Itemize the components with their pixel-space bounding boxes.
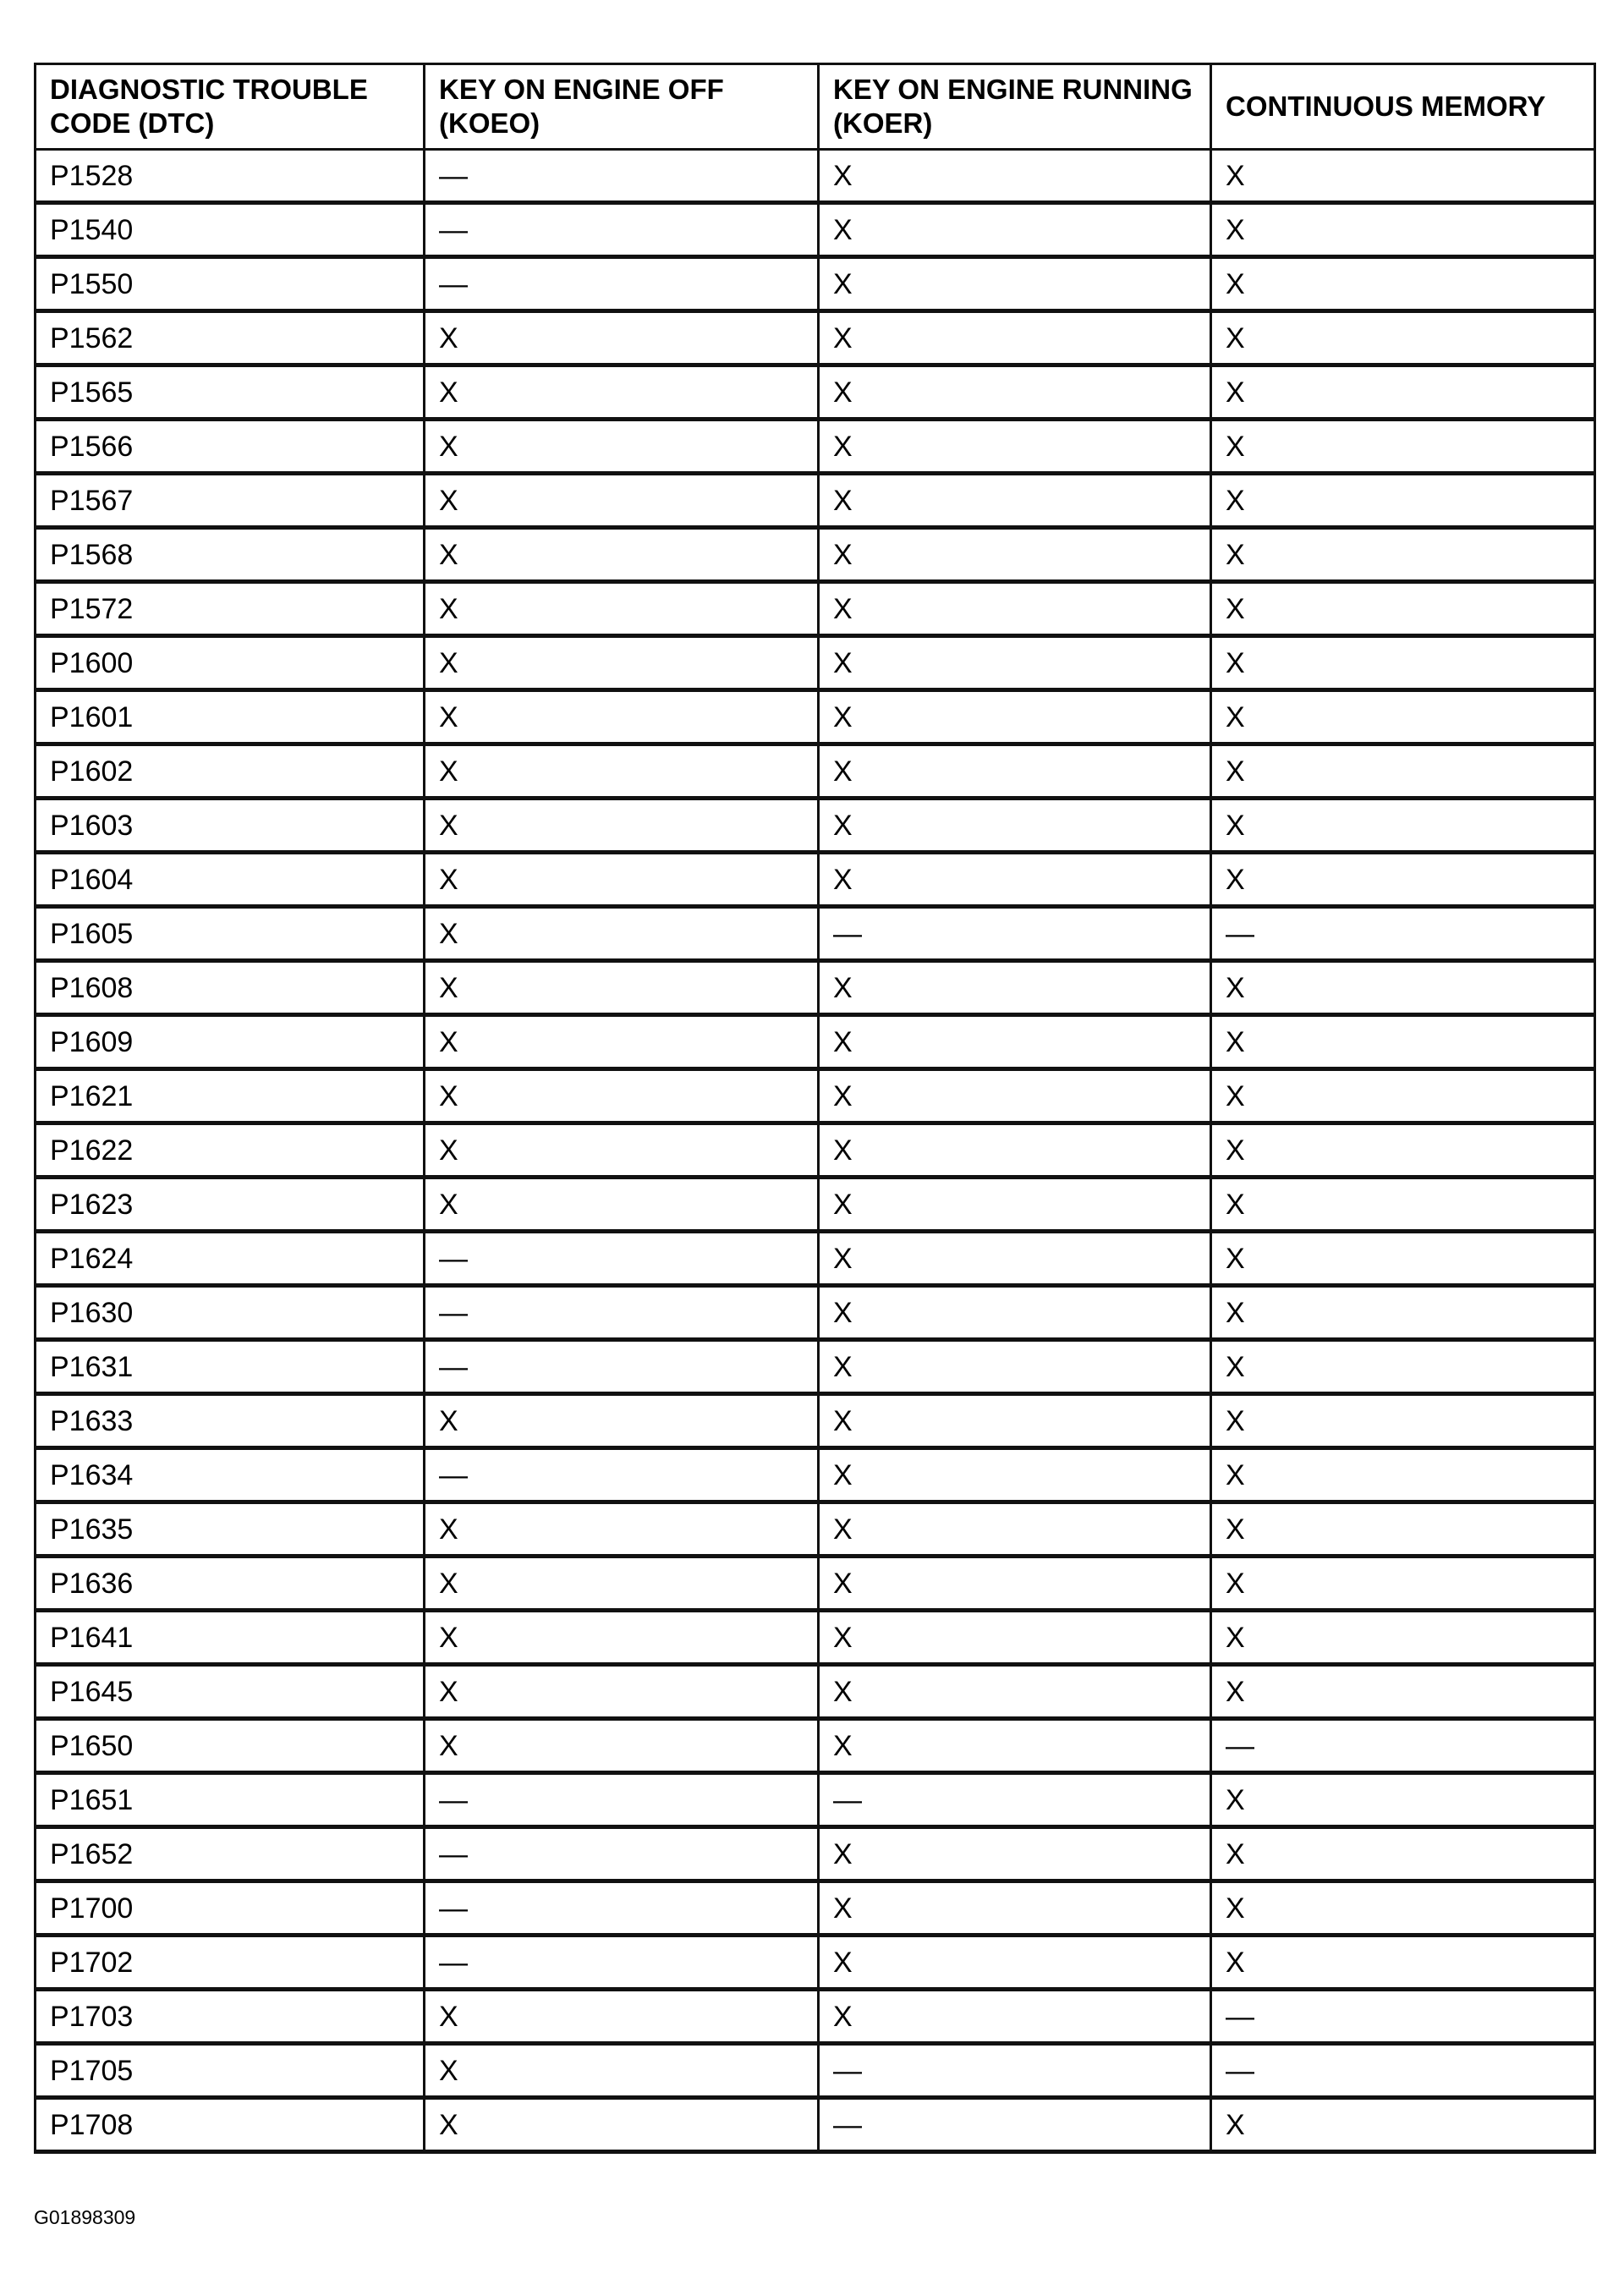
continuous-memory-cell: X [1211, 2098, 1595, 2152]
dtc-cell: P1567 [36, 474, 425, 528]
dtc-cell: P1540 [36, 203, 425, 257]
dtc-cell: P1702 [36, 1936, 425, 1990]
table-row [36, 582, 1595, 636]
header-continuous-memory: CONTINUOUS MEMORY [1211, 64, 1595, 150]
koer-cell: X [819, 853, 1211, 907]
dtc-cell: P1633 [36, 1394, 425, 1448]
table-row [36, 1881, 1595, 1936]
dtc-cell: P1635 [36, 1502, 425, 1557]
continuous-memory-cell: X [1211, 961, 1595, 1015]
dtc-cell: P1562 [36, 311, 425, 365]
table-row [36, 1557, 1595, 1611]
koer-cell: — [819, 907, 1211, 961]
continuous-memory-cell: X [1211, 1286, 1595, 1340]
table-row [36, 1611, 1595, 1665]
koeo-cell: X [425, 799, 819, 853]
table-row [36, 1665, 1595, 1719]
koer-cell: X [819, 365, 1211, 420]
figure-id: G01898309 [34, 2206, 136, 2228]
continuous-memory-cell: X [1211, 1015, 1595, 1069]
koeo-cell: X [425, 582, 819, 636]
table-row [36, 1719, 1595, 1773]
koer-cell: X [819, 744, 1211, 799]
koer-cell: X [819, 582, 1211, 636]
dtc-cell: P1650 [36, 1719, 425, 1773]
dtc-cell: P1708 [36, 2098, 425, 2152]
table-row [36, 636, 1595, 690]
dtc-cell: P1705 [36, 2044, 425, 2098]
koeo-cell: X [425, 1123, 819, 1178]
table-row [36, 744, 1595, 799]
koeo-cell: X [425, 474, 819, 528]
continuous-memory-cell: X [1211, 1232, 1595, 1286]
continuous-memory-cell: X [1211, 582, 1595, 636]
continuous-memory-cell: X [1211, 420, 1595, 474]
table-row [36, 365, 1595, 420]
continuous-memory-cell: X [1211, 257, 1595, 311]
dtc-cell: P1634 [36, 1448, 425, 1502]
dtc-cell: P1566 [36, 420, 425, 474]
dtc-cell: P1641 [36, 1611, 425, 1665]
koer-cell: X [819, 257, 1211, 311]
koeo-cell: X [425, 1015, 819, 1069]
table-row [36, 474, 1595, 528]
header-koer: KEY ON ENGINE RUNNING (KOER) [819, 64, 1211, 150]
continuous-memory-cell: X [1211, 1773, 1595, 1827]
koeo-cell: — [425, 1881, 819, 1936]
koeo-cell: X [425, 2098, 819, 2152]
dtc-cell: P1603 [36, 799, 425, 853]
table-row [36, 1178, 1595, 1232]
koeo-cell: X [425, 1069, 819, 1123]
continuous-memory-cell: X [1211, 1448, 1595, 1502]
koeo-cell: — [425, 1936, 819, 1990]
koer-cell: X [819, 1232, 1211, 1286]
dtc-cell: P1652 [36, 1827, 425, 1881]
table-row [36, 799, 1595, 853]
koeo-cell: X [425, 1665, 819, 1719]
koeo-cell: X [425, 1719, 819, 1773]
continuous-memory-cell: X [1211, 636, 1595, 690]
continuous-memory-cell: X [1211, 1665, 1595, 1719]
koer-cell: X [819, 1827, 1211, 1881]
table-row [36, 907, 1595, 961]
table-row [36, 1232, 1595, 1286]
dtc-cell: P1604 [36, 853, 425, 907]
table-row [36, 853, 1595, 907]
koeo-cell: — [425, 1340, 819, 1394]
table-header [36, 64, 1595, 150]
table-row [36, 257, 1595, 311]
header-dtc: DIAGNOSTIC TROUBLE CODE (DTC) [36, 64, 425, 150]
continuous-memory-cell: — [1211, 2044, 1595, 2098]
table-row [36, 1123, 1595, 1178]
koer-cell: X [819, 1394, 1211, 1448]
table-row [36, 690, 1595, 744]
continuous-memory-cell: X [1211, 1502, 1595, 1557]
koer-cell: X [819, 474, 1211, 528]
koeo-cell: X [425, 1394, 819, 1448]
koer-cell: X [819, 1611, 1211, 1665]
koeo-cell: — [425, 1827, 819, 1881]
koeo-cell: — [425, 1773, 819, 1827]
koeo-cell: — [425, 203, 819, 257]
koeo-cell: X [425, 365, 819, 420]
dtc-cell: P1645 [36, 1665, 425, 1719]
koer-cell: X [819, 961, 1211, 1015]
koeo-cell: X [425, 1557, 819, 1611]
dtc-cell: P1609 [36, 1015, 425, 1069]
dtc-cell: P1565 [36, 365, 425, 420]
koer-cell: — [819, 2098, 1211, 2152]
koer-cell: X [819, 1123, 1211, 1178]
continuous-memory-cell: X [1211, 1936, 1595, 1990]
dtc-cell: P1621 [36, 1069, 425, 1123]
koer-cell: X [819, 1936, 1211, 1990]
koer-cell: — [819, 2044, 1211, 2098]
continuous-memory-cell: — [1211, 907, 1595, 961]
koer-cell: X [819, 1178, 1211, 1232]
table-row [36, 1286, 1595, 1340]
table-row [36, 1394, 1595, 1448]
continuous-memory-cell: X [1211, 1557, 1595, 1611]
koer-cell: X [819, 1557, 1211, 1611]
table-row [36, 311, 1595, 365]
koer-cell: X [819, 1502, 1211, 1557]
dtc-cell: P1700 [36, 1881, 425, 1936]
table-row [36, 2044, 1595, 2098]
koeo-cell: X [425, 1178, 819, 1232]
table-row [36, 1773, 1595, 1827]
dtc-cell: P1568 [36, 528, 425, 582]
continuous-memory-cell: — [1211, 1990, 1595, 2044]
dtc-cell: P1624 [36, 1232, 425, 1286]
dtc-cell: P1608 [36, 961, 425, 1015]
continuous-memory-cell: X [1211, 365, 1595, 420]
table-row [36, 1990, 1595, 2044]
koeo-cell: X [425, 744, 819, 799]
koer-cell: X [819, 1340, 1211, 1394]
dtc-cell: P1636 [36, 1557, 425, 1611]
koer-cell: X [819, 690, 1211, 744]
koer-cell: X [819, 1286, 1211, 1340]
table-body [36, 150, 1595, 2152]
continuous-memory-cell: X [1211, 1611, 1595, 1665]
dtc-cell: P1528 [36, 150, 425, 203]
continuous-memory-cell: X [1211, 744, 1595, 799]
koeo-cell: X [425, 961, 819, 1015]
dtc-cell: P1602 [36, 744, 425, 799]
table-row [36, 1015, 1595, 1069]
koer-cell: X [819, 1881, 1211, 1936]
koer-cell: X [819, 420, 1211, 474]
continuous-memory-cell: X [1211, 528, 1595, 582]
dtc-cell: P1630 [36, 1286, 425, 1340]
continuous-memory-cell: — [1211, 1719, 1595, 1773]
koeo-cell: X [425, 636, 819, 690]
koeo-cell: X [425, 690, 819, 744]
continuous-memory-cell: X [1211, 853, 1595, 907]
header-koeo: KEY ON ENGINE OFF (KOEO) [425, 64, 819, 150]
koeo-cell: X [425, 311, 819, 365]
koeo-cell: X [425, 1502, 819, 1557]
koeo-cell: — [425, 1286, 819, 1340]
dtc-cell: P1623 [36, 1178, 425, 1232]
continuous-memory-cell: X [1211, 799, 1595, 853]
koeo-cell: X [425, 907, 819, 961]
koeo-cell: X [425, 853, 819, 907]
continuous-memory-cell: X [1211, 1340, 1595, 1394]
koeo-cell: — [425, 257, 819, 311]
table-row [36, 1502, 1595, 1557]
table-row [36, 528, 1595, 582]
continuous-memory-cell: X [1211, 311, 1595, 365]
koer-cell: X [819, 311, 1211, 365]
koer-cell: X [819, 636, 1211, 690]
table-row [36, 203, 1595, 257]
koer-cell: X [819, 1719, 1211, 1773]
dtc-cell: P1622 [36, 1123, 425, 1178]
koer-cell: X [819, 1990, 1211, 2044]
table-row [36, 150, 1595, 203]
koeo-cell: — [425, 1448, 819, 1502]
continuous-memory-cell: X [1211, 150, 1595, 203]
koer-cell: X [819, 1448, 1211, 1502]
koer-cell: X [819, 1015, 1211, 1069]
continuous-memory-cell: X [1211, 1394, 1595, 1448]
header-row [36, 64, 1595, 150]
table-row [36, 1340, 1595, 1394]
koer-cell: X [819, 203, 1211, 257]
koeo-cell: — [425, 150, 819, 203]
continuous-memory-cell: X [1211, 1069, 1595, 1123]
dtc-cell: P1605 [36, 907, 425, 961]
table-row [36, 2098, 1595, 2152]
koer-cell: — [819, 1773, 1211, 1827]
dtc-cell: P1550 [36, 257, 425, 311]
continuous-memory-cell: X [1211, 1123, 1595, 1178]
koeo-cell: X [425, 528, 819, 582]
table-row [36, 1448, 1595, 1502]
table-row [36, 1936, 1595, 1990]
dtc-cell: P1703 [36, 1990, 425, 2044]
dtc-cell: P1631 [36, 1340, 425, 1394]
koer-cell: X [819, 1069, 1211, 1123]
continuous-memory-cell: X [1211, 1178, 1595, 1232]
dtc-cell: P1651 [36, 1773, 425, 1827]
koeo-cell: X [425, 1990, 819, 2044]
dtc-cell: P1572 [36, 582, 425, 636]
continuous-memory-cell: X [1211, 1827, 1595, 1881]
dtc-cell: P1600 [36, 636, 425, 690]
table-row [36, 1069, 1595, 1123]
koer-cell: X [819, 528, 1211, 582]
koeo-cell: X [425, 420, 819, 474]
continuous-memory-cell: X [1211, 1881, 1595, 1936]
table-row [36, 420, 1595, 474]
dtc-cell: P1601 [36, 690, 425, 744]
koeo-cell: X [425, 2044, 819, 2098]
dtc-table [34, 63, 1596, 2154]
table-row [36, 961, 1595, 1015]
koer-cell: X [819, 799, 1211, 853]
koeo-cell: — [425, 1232, 819, 1286]
koer-cell: X [819, 1665, 1211, 1719]
table-row [36, 1827, 1595, 1881]
koeo-cell: X [425, 1611, 819, 1665]
continuous-memory-cell: X [1211, 690, 1595, 744]
continuous-memory-cell: X [1211, 203, 1595, 257]
continuous-memory-cell: X [1211, 474, 1595, 528]
koer-cell: X [819, 150, 1211, 203]
